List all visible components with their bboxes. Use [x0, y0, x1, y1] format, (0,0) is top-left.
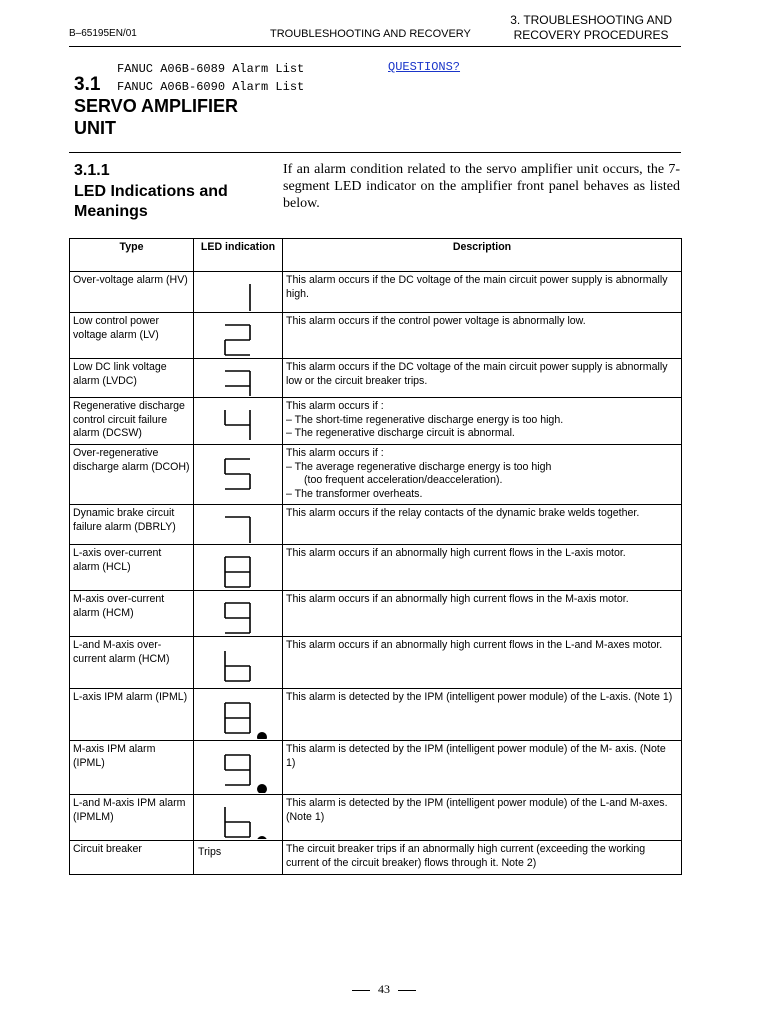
running-section-title: TROUBLESHOOTING AND RECOVERY: [270, 28, 471, 40]
subsection-title: [74, 182, 228, 222]
alarm-description: [283, 313, 682, 359]
seven-segment-display: [194, 272, 282, 311]
header-rule: [69, 46, 681, 47]
description-line: – The regenerative discharge circuit is abnormal.: [286, 427, 515, 439]
description-line: This alarm occurs if :: [286, 447, 384, 459]
intro-paragraph: If an alarm condition related to the servo amplifier unit occurs, the 7-segment LED indicator on the amplifier front panel behaves as listed below.: [283, 162, 680, 211]
alarm-type: M-axis over-current alarm (HCM): [70, 591, 194, 637]
table-row: [70, 637, 682, 689]
alarm-description: [283, 795, 682, 841]
led-indication: [194, 545, 283, 591]
seven-segment-display: [194, 637, 282, 687]
table-row: [70, 445, 682, 505]
alarm-type: Over-regenerative discharge alarm (DCOH): [70, 445, 194, 505]
description-line: This alarm is detected by the IPM (intelligent power module) of the M- axis. (Note 1): [286, 743, 666, 769]
section-number: 3.1: [74, 74, 101, 95]
page-number: 43: [378, 982, 390, 996]
table-row: [70, 359, 682, 398]
subsection-number: 3.1.1: [74, 162, 110, 179]
led-indication: [194, 689, 283, 741]
alarm-description: [283, 359, 682, 398]
led-indication: [194, 445, 283, 505]
header-description: Description: [283, 239, 682, 272]
table-row: [70, 841, 682, 875]
table-row: [70, 741, 682, 795]
alarm-type: L-and M-axis over-current alarm (HCM): [70, 637, 194, 689]
led-indication-table: [69, 238, 682, 875]
section-title: [74, 95, 238, 139]
description-line: – The short-time regenerative discharge energy is too high.: [286, 413, 564, 426]
description-line: This alarm occurs if an abnormally high current flows in the L-and M-axes motor.: [286, 639, 663, 651]
section-title-line2: UNIT: [74, 118, 116, 138]
seven-segment-display: [194, 689, 282, 739]
table-header-row: [70, 239, 682, 272]
footer-dash-right: [398, 990, 416, 991]
description-line: This alarm occurs if the control power voltage is abnormally low.: [286, 315, 586, 327]
led-decimal-point: [257, 784, 267, 793]
description-line: – The average regenerative discharge energy is too high: [286, 460, 552, 473]
description-line: This alarm is detected by the IPM (intelligent power module) of the L-and M-axes. (Note 1): [286, 797, 668, 823]
led-indication: [194, 313, 283, 359]
alarm-description: [283, 445, 682, 505]
description-line: The circuit breaker trips if an abnormally high current (exceeding the working current of the circuit breaker) flows through it. Note 2): [286, 843, 646, 869]
table-row: [70, 272, 682, 313]
table-row: [70, 795, 682, 841]
description-line: This alarm is detected by the IPM (intelligent power module) of the L-axis. (Note 1): [286, 691, 673, 703]
section-title-line1: SERVO AMPLIFIER: [74, 96, 239, 116]
seven-segment-display: [194, 545, 282, 589]
page-footer: [0, 982, 768, 997]
alarm-type: Dynamic brake circuit failure alarm (DBRLY): [70, 505, 194, 545]
document-number: B–65195EN/01: [69, 28, 137, 39]
seven-segment-display: [194, 795, 282, 839]
led-decimal-point: [257, 836, 267, 839]
chapter-heading-line1: 3. TROUBLESHOOTING AND: [510, 13, 672, 27]
header-led-indication: LED indication: [194, 239, 283, 272]
table-row: [70, 313, 682, 359]
led-indication: [194, 741, 283, 795]
table-row: [70, 689, 682, 741]
table-row: [70, 398, 682, 445]
led-indication: [194, 398, 283, 445]
description-line: (too frequent acceleration/deacceleration).: [304, 474, 503, 486]
seven-segment-display: [194, 313, 282, 357]
led-indication: [194, 841, 283, 875]
alarm-list-6089-text: FANUC A06B-6089 Alarm List: [117, 62, 305, 76]
header-type: Type: [70, 239, 194, 272]
led-indication: [194, 591, 283, 637]
alarm-description: [283, 689, 682, 741]
questions-link[interactable]: QUESTIONS?: [388, 60, 461, 74]
chapter-heading-line2: RECOVERY PROCEDURES: [513, 28, 669, 42]
seven-segment-display: [194, 741, 282, 793]
description-line: This alarm occurs if an abnormally high current flows in the M-axis motor.: [286, 593, 629, 605]
description-line: This alarm occurs if :: [286, 400, 384, 412]
alarm-type: Regenerative discharge control circuit failure alarm (DCSW): [70, 398, 194, 445]
seven-segment-display: [194, 398, 282, 443]
alarm-list-links: [117, 60, 304, 96]
table-body: [70, 272, 682, 875]
alarm-type: L-and M-axis IPM alarm (IPMLM): [70, 795, 194, 841]
led-text: Trips: [198, 846, 222, 858]
seven-segment-display: [194, 591, 282, 635]
description-line: This alarm occurs if the DC voltage of the main circuit power supply is abnormally high.: [286, 274, 668, 300]
table-row: [70, 591, 682, 637]
table-row: [70, 545, 682, 591]
alarm-type: Low control power voltage alarm (LV): [70, 313, 194, 359]
subsection-title-line1: LED Indications and: [74, 183, 228, 200]
footer-dash-left: [352, 990, 370, 991]
subsection-title-line2: Meanings: [74, 203, 148, 220]
led-indication: [194, 505, 283, 545]
seven-segment-display: [194, 505, 282, 543]
seven-segment-display: [194, 445, 282, 503]
alarm-type: L-axis IPM alarm (IPML): [70, 689, 194, 741]
table-row: [70, 505, 682, 545]
alarm-type: L-axis over-current alarm (HCL): [70, 545, 194, 591]
alarm-description: [283, 398, 682, 445]
led-indication: [194, 637, 283, 689]
alarm-description: [283, 272, 682, 313]
alarm-type: Circuit breaker: [70, 841, 194, 875]
alarm-description: [283, 841, 682, 875]
description-line: This alarm occurs if an abnormally high current flows in the L-axis motor.: [286, 547, 626, 559]
alarm-description: [283, 741, 682, 795]
description-line: This alarm occurs if the relay contacts of the dynamic brake welds together.: [286, 507, 640, 519]
led-indication: [194, 359, 283, 398]
seven-segment-display: [194, 359, 282, 396]
alarm-type: M-axis IPM alarm (IPML): [70, 741, 194, 795]
description-line: – The transformer overheats.: [286, 487, 423, 500]
alarm-list-6090-text: FANUC A06B-6090 Alarm List: [117, 80, 305, 94]
alarm-type: Low DC link voltage alarm (LVDC): [70, 359, 194, 398]
chapter-heading: [510, 13, 672, 43]
alarm-description: [283, 545, 682, 591]
section-rule: [69, 152, 681, 153]
alarm-description: [283, 505, 682, 545]
led-decimal-point: [257, 732, 267, 739]
description-line: This alarm occurs if the DC voltage of the main circuit power supply is abnormally low or the circuit breaker trips.: [286, 361, 668, 387]
alarm-type: Over-voltage alarm (HV): [70, 272, 194, 313]
led-indication: [194, 795, 283, 841]
alarm-description: [283, 637, 682, 689]
led-indication: [194, 272, 283, 313]
alarm-description: [283, 591, 682, 637]
